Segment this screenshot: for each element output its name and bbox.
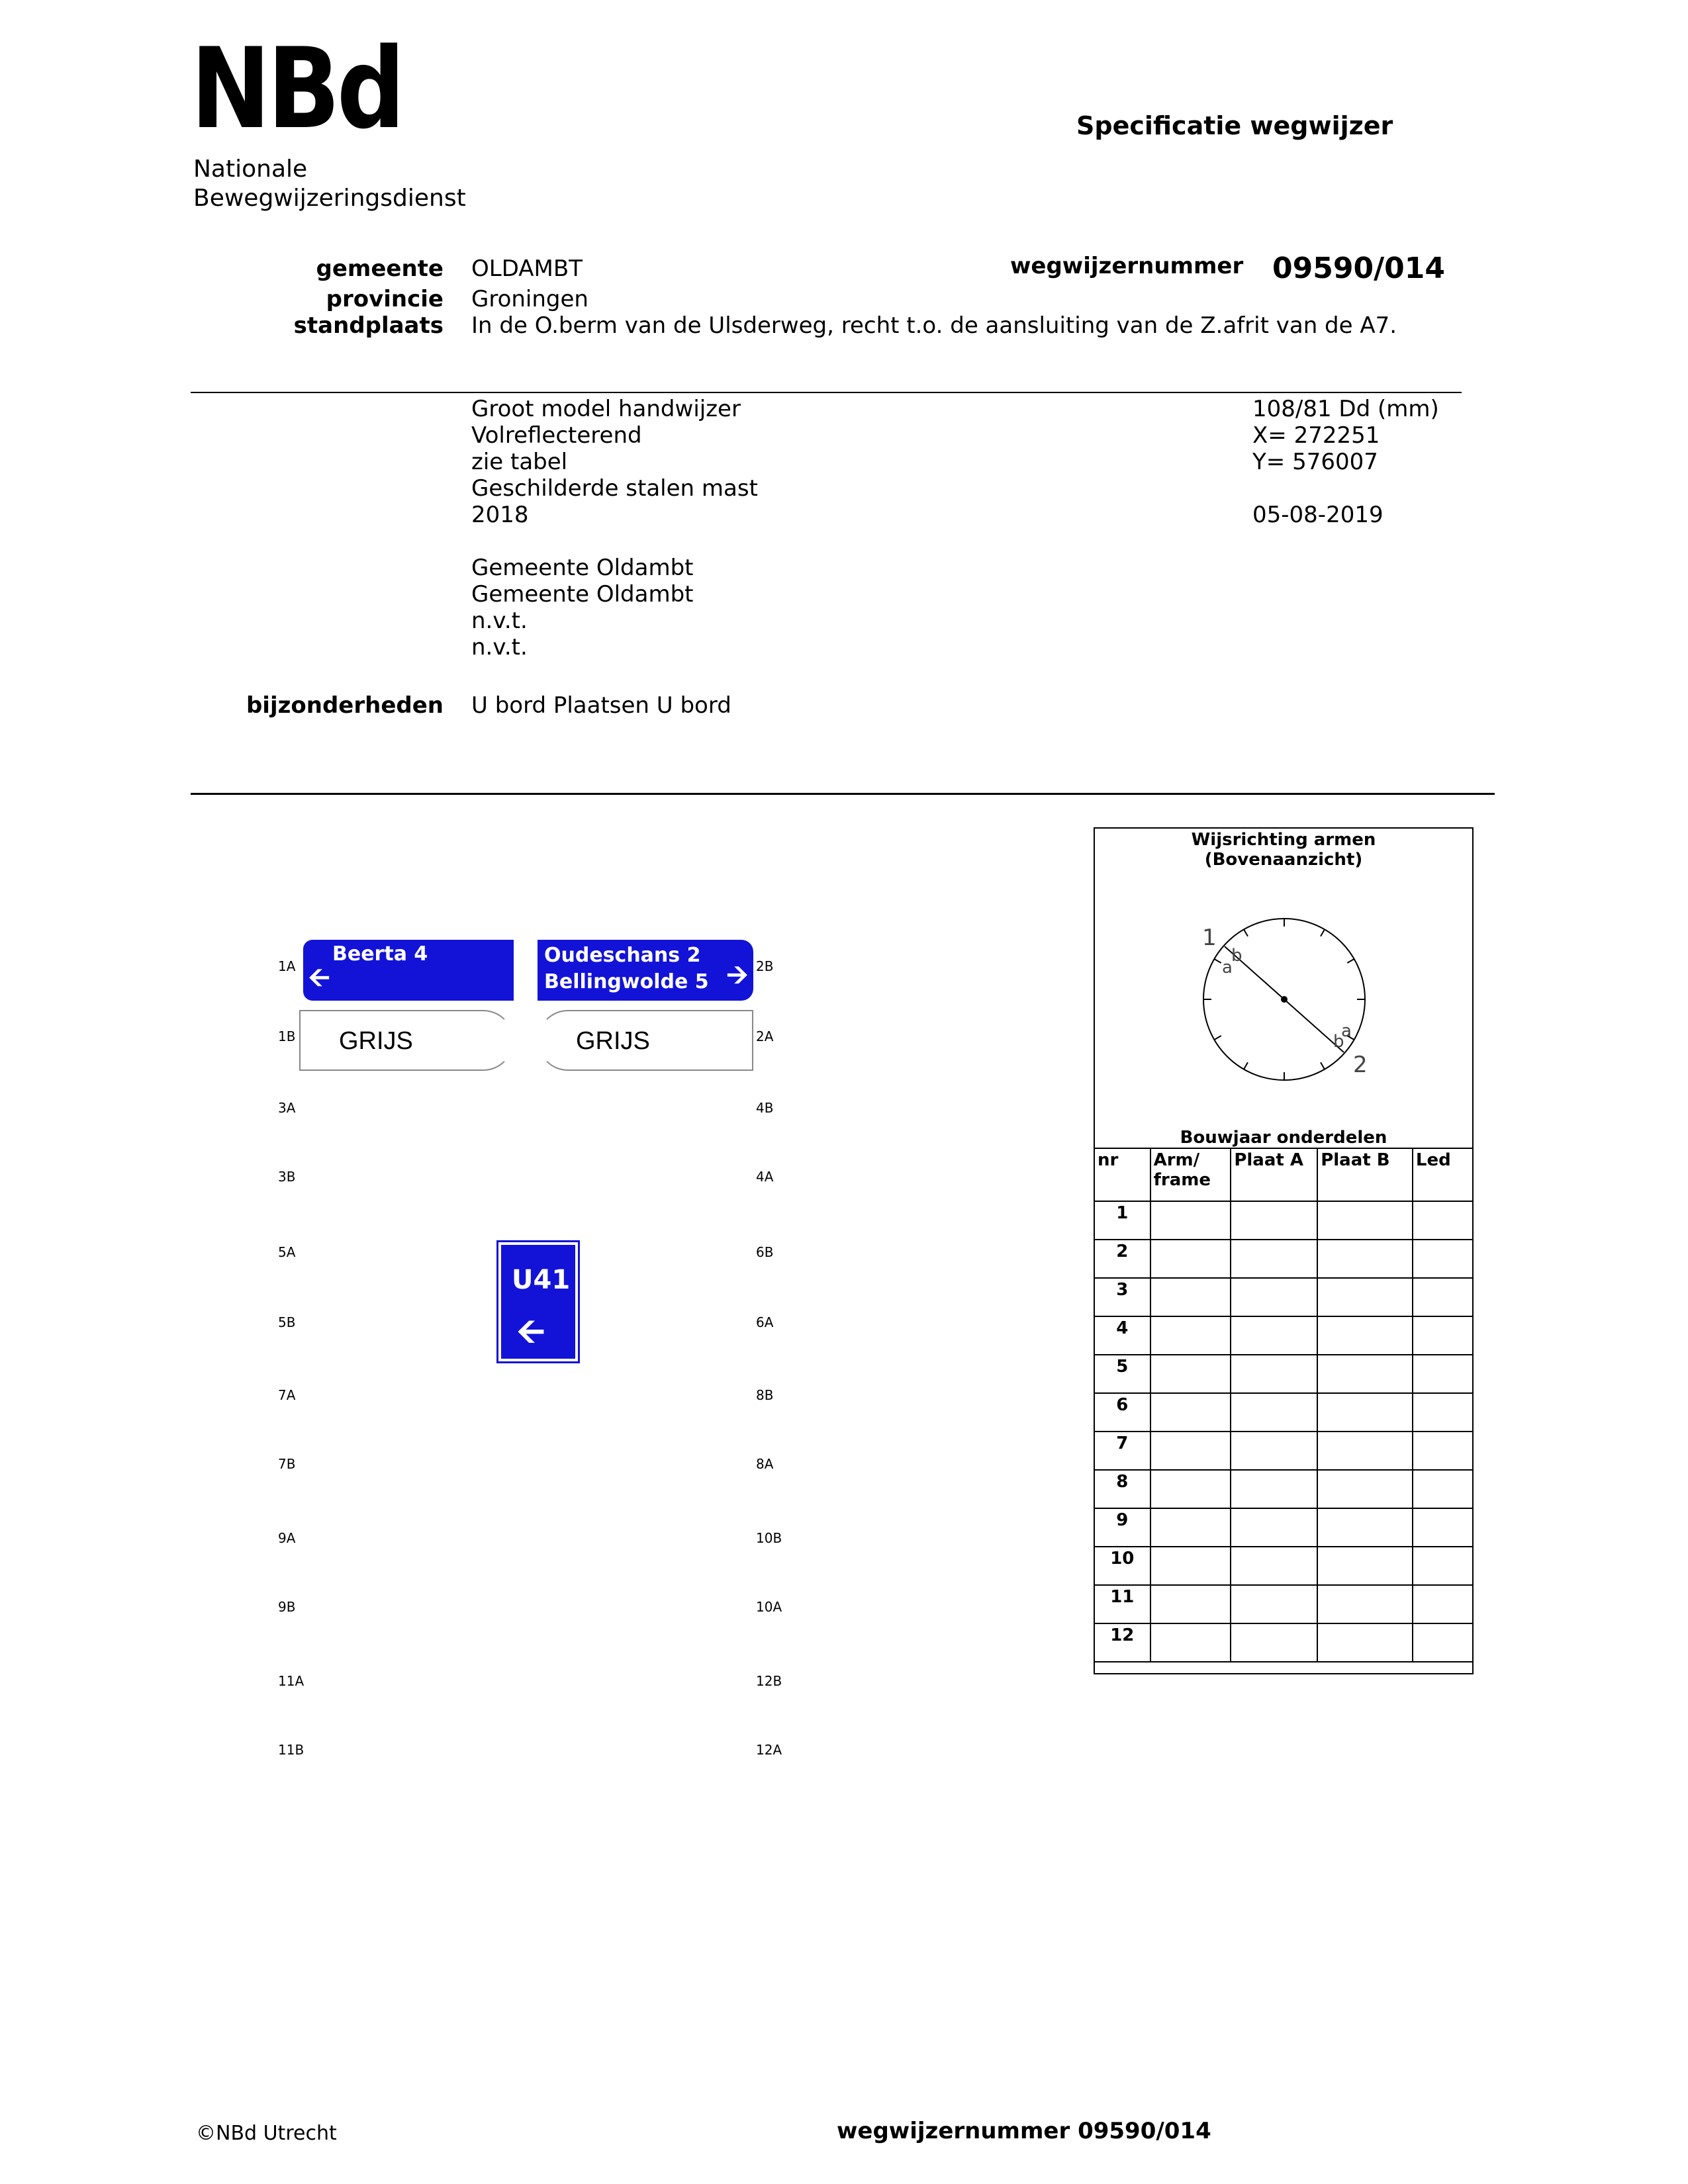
bouwjaar-cell	[1150, 1278, 1231, 1316]
bouwjaar-cell	[1231, 1470, 1317, 1508]
standplaats-value: In de O.berm van de Ulsderweg, recht t.o. de aansluiting van de Z.afrit van de A7.	[471, 312, 1397, 339]
slot-label-left: 11A	[278, 1673, 305, 1689]
bouwjaar-cell	[1413, 1432, 1473, 1470]
sign-grijs-right-text: GRIJS	[576, 1027, 650, 1055]
compass-title-1: Wijsrichting armen	[1191, 830, 1376, 850]
slot-label-left: 3A	[278, 1100, 296, 1116]
slot-label-right: 12B	[756, 1673, 782, 1689]
compass-tick	[1214, 959, 1221, 963]
standplaats-label: standplaats	[293, 312, 444, 339]
bouwjaar-row-number: 11	[1094, 1585, 1150, 1623]
bouwjaar-cell	[1231, 1355, 1317, 1393]
slot-label-right: 8B	[756, 1387, 774, 1403]
bouwjaar-cell	[1413, 1240, 1473, 1278]
footer-copyright: ©NBd Utrecht	[196, 2122, 337, 2145]
bouwjaar-cell	[1231, 1393, 1317, 1432]
bouwjaar-cell	[1317, 1201, 1413, 1240]
bouwjaar-cell	[1413, 1470, 1473, 1508]
bouwjaar-cell	[1413, 1508, 1473, 1547]
bouwjaar-cell	[1231, 1240, 1317, 1278]
slot-label-left: 1B	[278, 1028, 296, 1044]
compass-diagram	[1178, 907, 1390, 1092]
bouwjaar-cell	[1317, 1316, 1413, 1355]
table-row	[1094, 1547, 1473, 1585]
bouwjaar-cell	[1150, 1316, 1231, 1355]
bouwjaar-cell	[1231, 1547, 1317, 1585]
bouwjaar-cell	[1413, 1393, 1473, 1432]
bouwjaar-cell	[1317, 1547, 1413, 1585]
bouwjaar-cell	[1150, 1623, 1231, 1662]
bouwjaar-cell	[1231, 1316, 1317, 1355]
slot-label-right: 6B	[756, 1244, 774, 1260]
slot-label-right: 2A	[756, 1028, 774, 1044]
logo-line-1: Nationale	[193, 156, 308, 183]
detail-left-value: 2018	[471, 502, 529, 528]
bouwjaar-row-number: 8	[1094, 1470, 1150, 1508]
slot-label-right: 10B	[756, 1530, 782, 1546]
arrow-right-icon: 🡪	[726, 960, 748, 990]
footer-nummer: wegwijzernummer 09590/014	[837, 2118, 1211, 2144]
bouwjaar-cell	[1150, 1432, 1231, 1470]
compass-b-upper: b	[1231, 946, 1243, 966]
bijzonderheden-label: bijzonderheden	[246, 692, 444, 719]
compass-tick	[1244, 1062, 1248, 1069]
divider-bottom	[191, 793, 1495, 795]
bouwjaar-cell	[1150, 1585, 1231, 1623]
detail-right-value: Y= 576007	[1252, 449, 1378, 475]
compass-tick	[1321, 929, 1325, 936]
bouwjaar-row-number: 3	[1094, 1278, 1150, 1316]
table-row	[1094, 1393, 1473, 1432]
slot-label-right: 4A	[756, 1169, 774, 1185]
sign-grijs-left	[299, 1010, 514, 1071]
detail-left-value: n.v.t.	[471, 634, 528, 660]
table-row	[1094, 1240, 1473, 1278]
divider-top	[191, 392, 1462, 393]
compass-b-lower: b	[1333, 1032, 1344, 1052]
slot-label-left: 9B	[278, 1599, 296, 1615]
sign-grijs-right	[538, 1010, 753, 1071]
slot-label-right: 12A	[756, 1742, 782, 1758]
bouwjaar-cell	[1150, 1201, 1231, 1240]
bouwjaar-row-number: 4	[1094, 1316, 1150, 1355]
slot-label-right: 4B	[756, 1100, 774, 1116]
bouwjaar-cell	[1231, 1508, 1317, 1547]
bouwjaar-cell	[1317, 1393, 1413, 1432]
detail-left-value: zie tabel	[471, 449, 568, 475]
bouwjaar-cell	[1231, 1278, 1317, 1316]
bouwjaar-row-number: 12	[1094, 1623, 1150, 1662]
compass-title	[1094, 830, 1474, 870]
nbd-logo-mark: NBd	[191, 24, 402, 154]
detail-right-value: 108/81 Dd (mm)	[1252, 396, 1439, 422]
table-row	[1094, 1470, 1473, 1508]
bouwjaar-cell	[1231, 1201, 1317, 1240]
arrow-left-icon: 🡨	[517, 1312, 545, 1351]
bouwjaar-title: Bouwjaar onderdelen	[1180, 1128, 1387, 1148]
slot-label-left: 7B	[278, 1456, 296, 1472]
arm-2-label: 2	[1353, 1052, 1368, 1078]
bijzonderheden-value: U bord Plaatsen U bord	[471, 692, 731, 719]
sign-beerta	[303, 940, 514, 1001]
compass-tick	[1214, 1036, 1221, 1040]
table-row	[1094, 1432, 1473, 1470]
bouwjaar-header-cell: nr	[1094, 1148, 1150, 1201]
compass-tick	[1244, 929, 1248, 936]
bouwjaar-header-cell: Arm/ frame	[1150, 1148, 1231, 1201]
bouwjaar-cell	[1317, 1432, 1413, 1470]
bouwjaar-cell	[1231, 1623, 1317, 1662]
slot-label-left: 11B	[278, 1742, 305, 1758]
bouwjaar-row-number: 2	[1094, 1240, 1150, 1278]
provincie-value: Groningen	[471, 286, 588, 312]
bouwjaar-cell	[1231, 1585, 1317, 1623]
bouwjaar-cell	[1413, 1547, 1473, 1585]
bouwjaar-header-cell: Plaat B	[1317, 1148, 1413, 1201]
bouwjaar-cell	[1150, 1240, 1231, 1278]
table-row	[1094, 1508, 1473, 1547]
table-row	[1094, 1278, 1473, 1316]
table-row	[1094, 1623, 1473, 1662]
bouwjaar-row-number: 1	[1094, 1201, 1150, 1240]
bouwjaar-row-number: 5	[1094, 1355, 1150, 1393]
detail-right-value: 05-08-2019	[1252, 502, 1383, 528]
table-row	[1094, 1201, 1473, 1240]
slot-label-right: 10A	[756, 1599, 782, 1615]
page-title: Specificatie wegwijzer	[1076, 111, 1393, 140]
sign-u41	[496, 1240, 580, 1363]
detail-left-value: Volreflecterend	[471, 422, 642, 449]
wegwijzernummer-value: 09590/014	[1272, 251, 1445, 285]
bouwjaar-cell	[1317, 1278, 1413, 1316]
bouwjaar-cell	[1413, 1585, 1473, 1623]
bouwjaar-cell	[1231, 1432, 1317, 1470]
bouwjaar-table	[1094, 1148, 1474, 1662]
sign-u41-text: U41	[512, 1265, 571, 1295]
sign-oudeschans	[538, 940, 753, 1001]
bouwjaar-cell	[1150, 1355, 1231, 1393]
compass-title-2: (Bovenaanzicht)	[1204, 850, 1363, 870]
slot-label-left: 7A	[278, 1387, 296, 1403]
bouwjaar-cell	[1413, 1316, 1473, 1355]
bouwjaar-cell	[1317, 1355, 1413, 1393]
bouwjaar-cell	[1317, 1508, 1413, 1547]
compass-tick	[1321, 1062, 1325, 1069]
slot-label-right: 6A	[756, 1314, 774, 1330]
sign-oudeschans-line2: Bellingwolde 5	[544, 970, 709, 993]
slot-label-left: 5A	[278, 1244, 296, 1260]
slot-label-right: 8A	[756, 1456, 774, 1472]
gemeente-label: gemeente	[316, 255, 444, 282]
table-row	[1094, 1355, 1473, 1393]
bouwjaar-header-cell: Led	[1413, 1148, 1473, 1201]
slot-label-left: 1A	[278, 958, 296, 974]
bouwjaar-cell	[1413, 1355, 1473, 1393]
arm-1-label: 1	[1202, 925, 1217, 951]
sign-beerta-text: Beerta 4	[332, 942, 428, 966]
bouwjaar-cell	[1413, 1278, 1473, 1316]
bouwjaar-cell	[1150, 1393, 1231, 1432]
compass-a-upper: a	[1222, 958, 1233, 978]
slot-label-left: 3B	[278, 1169, 296, 1185]
detail-right-value: X= 272251	[1252, 422, 1380, 449]
detail-left-value: n.v.t.	[471, 608, 528, 634]
wegwijzernummer-label: wegwijzernummer	[1010, 253, 1244, 279]
sign-grijs-left-text: GRIJS	[339, 1027, 413, 1055]
detail-left-value: Geschilderde stalen mast	[471, 475, 758, 502]
bouwjaar-row-number: 7	[1094, 1432, 1150, 1470]
bouwjaar-cell	[1413, 1201, 1473, 1240]
bouwjaar-header-cell: Plaat A	[1231, 1148, 1317, 1201]
bouwjaar-row-number: 6	[1094, 1393, 1150, 1432]
slot-label-left: 5B	[278, 1314, 296, 1330]
table-row	[1094, 1585, 1473, 1623]
bouwjaar-cell	[1150, 1470, 1231, 1508]
logo-line-2: Bewegwijzeringsdienst	[193, 185, 466, 212]
sign-oudeschans-line1: Oudeschans 2	[544, 944, 701, 967]
compass-tick	[1347, 959, 1354, 963]
bouwjaar-cell	[1413, 1623, 1473, 1662]
compass-a-lower: a	[1341, 1021, 1352, 1041]
bouwjaar-cell	[1317, 1585, 1413, 1623]
bouwjaar-cell	[1317, 1623, 1413, 1662]
bouwjaar-row-number: 9	[1094, 1508, 1150, 1547]
gemeente-value: OLDAMBT	[471, 255, 583, 282]
bouwjaar-cell	[1317, 1240, 1413, 1278]
bouwjaar-cell	[1317, 1470, 1413, 1508]
detail-left-value: Gemeente Oldambt	[471, 555, 694, 581]
provincie-label: provincie	[326, 286, 444, 312]
bouwjaar-row-number: 10	[1094, 1547, 1150, 1585]
slot-label-left: 9A	[278, 1530, 296, 1546]
bouwjaar-cell	[1150, 1547, 1231, 1585]
slot-label-right: 2B	[756, 958, 774, 974]
arrow-left-icon: 🡨	[308, 962, 330, 993]
bouwjaar-cell	[1150, 1508, 1231, 1547]
detail-left-value: Gemeente Oldambt	[471, 581, 694, 608]
table-row	[1094, 1316, 1473, 1355]
detail-left-value: Groot model handwijzer	[471, 396, 741, 422]
